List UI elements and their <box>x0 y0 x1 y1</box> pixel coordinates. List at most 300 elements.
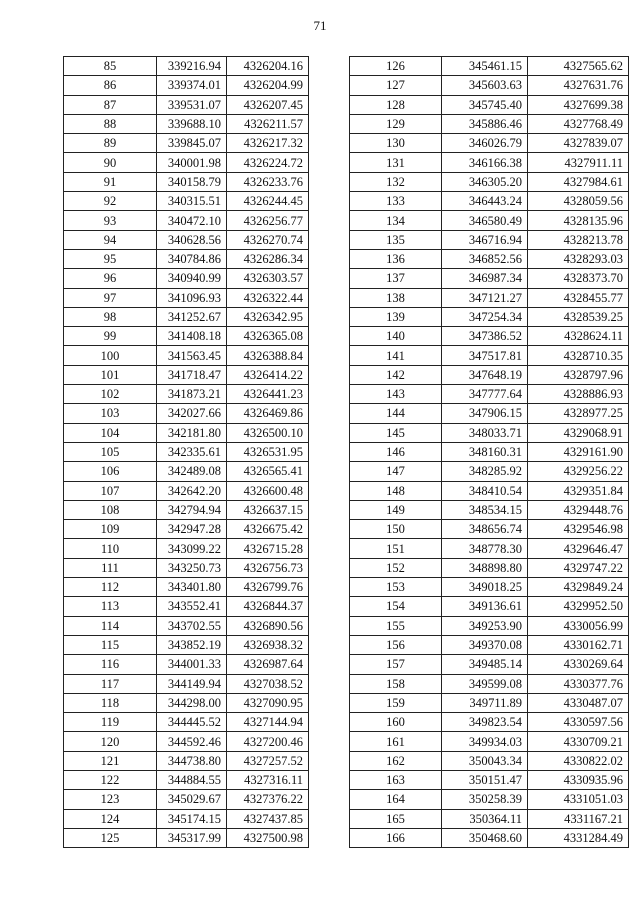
y-coordinate-cell: 4328539.25 <box>528 307 629 326</box>
x-coordinate-cell: 344149.94 <box>157 674 227 693</box>
point-number-cell: 141 <box>350 346 442 365</box>
point-number-cell: 108 <box>64 500 157 519</box>
y-coordinate-cell: 4328059.56 <box>528 192 629 211</box>
table-row <box>350 172 629 191</box>
table-row <box>350 674 629 693</box>
x-coordinate-cell: 342335.61 <box>157 442 227 461</box>
table-row <box>350 597 629 616</box>
x-coordinate-cell: 340158.79 <box>157 172 227 191</box>
point-number-cell: 154 <box>350 597 442 616</box>
point-number-cell: 156 <box>350 635 442 654</box>
point-number-cell: 121 <box>64 751 157 770</box>
x-coordinate-cell: 343852.19 <box>157 635 227 654</box>
table-row <box>350 327 629 346</box>
table-row <box>64 635 309 654</box>
table-row <box>64 520 309 539</box>
point-number-cell: 150 <box>350 520 442 539</box>
point-number-cell: 100 <box>64 346 157 365</box>
x-coordinate-cell: 350151.47 <box>442 770 528 789</box>
point-number-cell: 110 <box>64 539 157 558</box>
x-coordinate-cell: 339531.07 <box>157 95 227 114</box>
table-row <box>64 674 309 693</box>
x-coordinate-cell: 339688.10 <box>157 114 227 133</box>
table-row <box>350 481 629 500</box>
table-row <box>64 655 309 674</box>
table-row <box>64 307 309 326</box>
x-coordinate-cell: 341718.47 <box>157 365 227 384</box>
y-coordinate-cell: 4326207.45 <box>227 95 309 114</box>
table-row <box>64 578 309 597</box>
y-coordinate-cell: 4331284.49 <box>528 828 629 847</box>
y-coordinate-cell: 4326414.22 <box>227 365 309 384</box>
x-coordinate-cell: 349018.25 <box>442 578 528 597</box>
x-coordinate-cell: 350258.39 <box>442 790 528 809</box>
y-coordinate-cell: 4326204.16 <box>227 57 309 76</box>
x-coordinate-cell: 344001.33 <box>157 655 227 674</box>
x-coordinate-cell: 347517.81 <box>442 346 528 365</box>
x-coordinate-cell: 344298.00 <box>157 693 227 712</box>
point-number-cell: 148 <box>350 481 442 500</box>
x-coordinate-cell: 345317.99 <box>157 828 227 847</box>
y-coordinate-cell: 4326500.10 <box>227 423 309 442</box>
point-number-cell: 88 <box>64 114 157 133</box>
point-number-cell: 102 <box>64 385 157 404</box>
table-row <box>350 732 629 751</box>
x-coordinate-cell: 339374.01 <box>157 76 227 95</box>
table-row <box>350 211 629 230</box>
point-number-cell: 109 <box>64 520 157 539</box>
y-coordinate-cell: 4326637.15 <box>227 500 309 519</box>
table-row <box>350 655 629 674</box>
x-coordinate-cell: 344592.46 <box>157 732 227 751</box>
table-row <box>64 327 309 346</box>
y-coordinate-cell: 4326256.77 <box>227 211 309 230</box>
x-coordinate-cell: 345603.63 <box>442 76 528 95</box>
table-row <box>64 481 309 500</box>
point-number-cell: 123 <box>64 790 157 809</box>
x-coordinate-cell: 347777.64 <box>442 385 528 404</box>
point-number-cell: 86 <box>64 76 157 95</box>
point-number-cell: 89 <box>64 134 157 153</box>
table-row <box>350 558 629 577</box>
point-number-cell: 112 <box>64 578 157 597</box>
table-row <box>64 76 309 95</box>
table-row <box>350 249 629 268</box>
y-coordinate-cell: 4326322.44 <box>227 288 309 307</box>
point-number-cell: 147 <box>350 462 442 481</box>
x-coordinate-cell: 340784.86 <box>157 249 227 268</box>
table-row <box>64 172 309 191</box>
table-row <box>64 693 309 712</box>
x-coordinate-cell: 349934.03 <box>442 732 528 751</box>
point-number-cell: 117 <box>64 674 157 693</box>
point-number-cell: 166 <box>350 828 442 847</box>
y-coordinate-cell: 4327090.95 <box>227 693 309 712</box>
table-row <box>64 558 309 577</box>
table-row <box>350 346 629 365</box>
x-coordinate-cell: 341408.18 <box>157 327 227 346</box>
y-coordinate-cell: 4327316.11 <box>227 770 309 789</box>
y-coordinate-cell: 4330377.76 <box>528 674 629 693</box>
y-coordinate-cell: 4326286.34 <box>227 249 309 268</box>
point-number-cell: 155 <box>350 616 442 635</box>
table-row <box>64 500 309 519</box>
x-coordinate-cell: 340628.56 <box>157 230 227 249</box>
y-coordinate-cell: 4327984.61 <box>528 172 629 191</box>
table-row <box>350 76 629 95</box>
table-row <box>350 635 629 654</box>
point-number-cell: 118 <box>64 693 157 712</box>
table-row <box>350 693 629 712</box>
x-coordinate-cell: 345461.15 <box>442 57 528 76</box>
table-row <box>350 57 629 76</box>
table-row <box>64 404 309 423</box>
y-coordinate-cell: 4331051.03 <box>528 790 629 809</box>
x-coordinate-cell: 348033.71 <box>442 423 528 442</box>
coordinates-table-left <box>63 56 309 848</box>
x-coordinate-cell: 349823.54 <box>442 713 528 732</box>
y-coordinate-cell: 4326270.74 <box>227 230 309 249</box>
table-row <box>64 95 309 114</box>
table-row <box>64 616 309 635</box>
x-coordinate-cell: 349711.89 <box>442 693 528 712</box>
y-coordinate-cell: 4330709.21 <box>528 732 629 751</box>
table-row <box>350 809 629 828</box>
y-coordinate-cell: 4329747.22 <box>528 558 629 577</box>
x-coordinate-cell: 350043.34 <box>442 751 528 770</box>
point-number-cell: 91 <box>64 172 157 191</box>
point-number-cell: 142 <box>350 365 442 384</box>
table-row <box>64 385 309 404</box>
x-coordinate-cell: 347648.19 <box>442 365 528 384</box>
y-coordinate-cell: 4329952.50 <box>528 597 629 616</box>
y-coordinate-cell: 4327911.11 <box>528 153 629 172</box>
point-number-cell: 157 <box>350 655 442 674</box>
point-number-cell: 87 <box>64 95 157 114</box>
y-coordinate-cell: 4328135.96 <box>528 211 629 230</box>
table-row <box>64 114 309 133</box>
x-coordinate-cell: 345174.15 <box>157 809 227 828</box>
point-number-cell: 97 <box>64 288 157 307</box>
table-row <box>64 134 309 153</box>
table-row <box>64 751 309 770</box>
point-number-cell: 151 <box>350 539 442 558</box>
y-coordinate-cell: 4326211.57 <box>227 114 309 133</box>
point-number-cell: 131 <box>350 153 442 172</box>
x-coordinate-cell: 340315.51 <box>157 192 227 211</box>
x-coordinate-cell: 347906.15 <box>442 404 528 423</box>
point-number-cell: 137 <box>350 269 442 288</box>
table-row <box>64 809 309 828</box>
y-coordinate-cell: 4329351.84 <box>528 481 629 500</box>
point-number-cell: 159 <box>350 693 442 712</box>
y-coordinate-cell: 4327257.52 <box>227 751 309 770</box>
point-number-cell: 140 <box>350 327 442 346</box>
point-number-cell: 105 <box>64 442 157 461</box>
y-coordinate-cell: 4327699.38 <box>528 95 629 114</box>
x-coordinate-cell: 341096.93 <box>157 288 227 307</box>
table-row <box>350 404 629 423</box>
table-row <box>64 365 309 384</box>
point-number-cell: 107 <box>64 481 157 500</box>
x-coordinate-cell: 342794.94 <box>157 500 227 519</box>
y-coordinate-cell: 4330597.56 <box>528 713 629 732</box>
point-number-cell: 93 <box>64 211 157 230</box>
table-row <box>64 423 309 442</box>
point-number-cell: 143 <box>350 385 442 404</box>
point-number-cell: 136 <box>350 249 442 268</box>
y-coordinate-cell: 4330935.96 <box>528 770 629 789</box>
x-coordinate-cell: 341873.21 <box>157 385 227 404</box>
point-number-cell: 125 <box>64 828 157 847</box>
y-coordinate-cell: 4327565.62 <box>528 57 629 76</box>
point-number-cell: 85 <box>64 57 157 76</box>
table-row <box>64 230 309 249</box>
point-number-cell: 90 <box>64 153 157 172</box>
point-number-cell: 98 <box>64 307 157 326</box>
table-row <box>350 365 629 384</box>
table-row <box>350 790 629 809</box>
y-coordinate-cell: 4329849.24 <box>528 578 629 597</box>
table-row <box>64 442 309 461</box>
point-number-cell: 106 <box>64 462 157 481</box>
point-number-cell: 115 <box>64 635 157 654</box>
table-row <box>350 828 629 847</box>
x-coordinate-cell: 342642.20 <box>157 481 227 500</box>
y-coordinate-cell: 4326600.48 <box>227 481 309 500</box>
table-row <box>64 713 309 732</box>
y-coordinate-cell: 4326217.32 <box>227 134 309 153</box>
y-coordinate-cell: 4328293.03 <box>528 249 629 268</box>
y-coordinate-cell: 4327500.98 <box>227 828 309 847</box>
table-row <box>350 616 629 635</box>
table-row <box>350 307 629 326</box>
x-coordinate-cell: 348160.31 <box>442 442 528 461</box>
point-number-cell: 158 <box>350 674 442 693</box>
table-body-left <box>64 57 309 848</box>
x-coordinate-cell: 344738.80 <box>157 751 227 770</box>
point-number-cell: 135 <box>350 230 442 249</box>
y-coordinate-cell: 4330269.64 <box>528 655 629 674</box>
point-number-cell: 145 <box>350 423 442 442</box>
point-number-cell: 160 <box>350 713 442 732</box>
point-number-cell: 139 <box>350 307 442 326</box>
y-coordinate-cell: 4329546.98 <box>528 520 629 539</box>
table-row <box>64 539 309 558</box>
point-number-cell: 126 <box>350 57 442 76</box>
y-coordinate-cell: 4327631.76 <box>528 76 629 95</box>
x-coordinate-cell: 340001.98 <box>157 153 227 172</box>
table-row <box>64 153 309 172</box>
table-row <box>64 828 309 847</box>
point-number-cell: 149 <box>350 500 442 519</box>
y-coordinate-cell: 4326303.57 <box>227 269 309 288</box>
point-number-cell: 134 <box>350 211 442 230</box>
point-number-cell: 103 <box>64 404 157 423</box>
table-row <box>350 770 629 789</box>
y-coordinate-cell: 4326890.56 <box>227 616 309 635</box>
point-number-cell: 111 <box>64 558 157 577</box>
y-coordinate-cell: 4331167.21 <box>528 809 629 828</box>
point-number-cell: 128 <box>350 95 442 114</box>
x-coordinate-cell: 345029.67 <box>157 790 227 809</box>
point-number-cell: 146 <box>350 442 442 461</box>
table-row <box>64 597 309 616</box>
y-coordinate-cell: 4328624.11 <box>528 327 629 346</box>
table-row <box>350 230 629 249</box>
y-coordinate-cell: 4328373.70 <box>528 269 629 288</box>
y-coordinate-cell: 4326756.73 <box>227 558 309 577</box>
x-coordinate-cell: 348778.30 <box>442 539 528 558</box>
coordinates-table-right <box>349 56 629 848</box>
y-coordinate-cell: 4328213.78 <box>528 230 629 249</box>
x-coordinate-cell: 349485.14 <box>442 655 528 674</box>
x-coordinate-cell: 340472.10 <box>157 211 227 230</box>
y-coordinate-cell: 4330162.71 <box>528 635 629 654</box>
y-coordinate-cell: 4329646.47 <box>528 539 629 558</box>
y-coordinate-cell: 4330487.07 <box>528 693 629 712</box>
x-coordinate-cell: 341252.67 <box>157 307 227 326</box>
table-row <box>350 500 629 519</box>
x-coordinate-cell: 349136.61 <box>442 597 528 616</box>
point-number-cell: 127 <box>350 76 442 95</box>
point-number-cell: 95 <box>64 249 157 268</box>
table-row <box>350 751 629 770</box>
y-coordinate-cell: 4327437.85 <box>227 809 309 828</box>
y-coordinate-cell: 4326441.23 <box>227 385 309 404</box>
y-coordinate-cell: 4326987.64 <box>227 655 309 674</box>
y-coordinate-cell: 4327144.94 <box>227 713 309 732</box>
x-coordinate-cell: 343250.73 <box>157 558 227 577</box>
point-number-cell: 144 <box>350 404 442 423</box>
x-coordinate-cell: 345886.46 <box>442 114 528 133</box>
x-coordinate-cell: 347121.27 <box>442 288 528 307</box>
table-row <box>350 578 629 597</box>
x-coordinate-cell: 346852.56 <box>442 249 528 268</box>
y-coordinate-cell: 4329161.90 <box>528 442 629 461</box>
point-number-cell: 122 <box>64 770 157 789</box>
y-coordinate-cell: 4327200.46 <box>227 732 309 751</box>
point-number-cell: 96 <box>64 269 157 288</box>
point-number-cell: 162 <box>350 751 442 770</box>
table-row <box>350 539 629 558</box>
y-coordinate-cell: 4329068.91 <box>528 423 629 442</box>
table-body-right <box>350 57 629 848</box>
x-coordinate-cell: 342027.66 <box>157 404 227 423</box>
x-coordinate-cell: 342489.08 <box>157 462 227 481</box>
x-coordinate-cell: 348898.80 <box>442 558 528 577</box>
table-row <box>64 288 309 307</box>
point-number-cell: 119 <box>64 713 157 732</box>
y-coordinate-cell: 4329256.22 <box>528 462 629 481</box>
y-coordinate-cell: 4326365.08 <box>227 327 309 346</box>
point-number-cell: 165 <box>350 809 442 828</box>
y-coordinate-cell: 4328886.93 <box>528 385 629 404</box>
table-row <box>64 249 309 268</box>
point-number-cell: 133 <box>350 192 442 211</box>
x-coordinate-cell: 346305.20 <box>442 172 528 191</box>
x-coordinate-cell: 348656.74 <box>442 520 528 539</box>
table-row <box>64 192 309 211</box>
x-coordinate-cell: 348534.15 <box>442 500 528 519</box>
x-coordinate-cell: 347386.52 <box>442 327 528 346</box>
y-coordinate-cell: 4329448.76 <box>528 500 629 519</box>
table-row <box>350 442 629 461</box>
y-coordinate-cell: 4326233.76 <box>227 172 309 191</box>
x-coordinate-cell: 340940.99 <box>157 269 227 288</box>
y-coordinate-cell: 4326675.42 <box>227 520 309 539</box>
x-coordinate-cell: 347254.34 <box>442 307 528 326</box>
table-row <box>350 134 629 153</box>
point-number-cell: 163 <box>350 770 442 789</box>
y-coordinate-cell: 4327839.07 <box>528 134 629 153</box>
x-coordinate-cell: 346716.94 <box>442 230 528 249</box>
table-row <box>64 211 309 230</box>
point-number-cell: 99 <box>64 327 157 346</box>
y-coordinate-cell: 4326244.45 <box>227 192 309 211</box>
point-number-cell: 94 <box>64 230 157 249</box>
x-coordinate-cell: 342947.28 <box>157 520 227 539</box>
point-number-cell: 114 <box>64 616 157 635</box>
y-coordinate-cell: 4326224.72 <box>227 153 309 172</box>
table-row <box>64 346 309 365</box>
x-coordinate-cell: 350364.11 <box>442 809 528 828</box>
y-coordinate-cell: 4330822.02 <box>528 751 629 770</box>
table-row <box>64 732 309 751</box>
x-coordinate-cell: 349370.08 <box>442 635 528 654</box>
x-coordinate-cell: 339845.07 <box>157 134 227 153</box>
y-coordinate-cell: 4330056.99 <box>528 616 629 635</box>
x-coordinate-cell: 346443.24 <box>442 192 528 211</box>
point-number-cell: 124 <box>64 809 157 828</box>
y-coordinate-cell: 4326565.41 <box>227 462 309 481</box>
y-coordinate-cell: 4326938.32 <box>227 635 309 654</box>
x-coordinate-cell: 339216.94 <box>157 57 227 76</box>
y-coordinate-cell: 4326204.99 <box>227 76 309 95</box>
y-coordinate-cell: 4328977.25 <box>528 404 629 423</box>
table-row <box>350 520 629 539</box>
point-number-cell: 164 <box>350 790 442 809</box>
table-row <box>350 462 629 481</box>
point-number-cell: 113 <box>64 597 157 616</box>
y-coordinate-cell: 4327038.52 <box>227 674 309 693</box>
point-number-cell: 161 <box>350 732 442 751</box>
y-coordinate-cell: 4327768.49 <box>528 114 629 133</box>
x-coordinate-cell: 344445.52 <box>157 713 227 732</box>
x-coordinate-cell: 349253.90 <box>442 616 528 635</box>
y-coordinate-cell: 4326799.76 <box>227 578 309 597</box>
table-row <box>64 57 309 76</box>
point-number-cell: 130 <box>350 134 442 153</box>
x-coordinate-cell: 345745.40 <box>442 95 528 114</box>
page-number: 71 <box>313 18 327 33</box>
x-coordinate-cell: 343401.80 <box>157 578 227 597</box>
table-row <box>64 269 309 288</box>
point-number-cell: 153 <box>350 578 442 597</box>
x-coordinate-cell: 344884.55 <box>157 770 227 789</box>
table-row <box>350 114 629 133</box>
y-coordinate-cell: 4326342.95 <box>227 307 309 326</box>
table-row <box>64 770 309 789</box>
point-number-cell: 116 <box>64 655 157 674</box>
y-coordinate-cell: 4327376.22 <box>227 790 309 809</box>
x-coordinate-cell: 346166.38 <box>442 153 528 172</box>
point-number-cell: 152 <box>350 558 442 577</box>
point-number-cell: 132 <box>350 172 442 191</box>
point-number-cell: 120 <box>64 732 157 751</box>
x-coordinate-cell: 343552.41 <box>157 597 227 616</box>
table-row <box>350 713 629 732</box>
